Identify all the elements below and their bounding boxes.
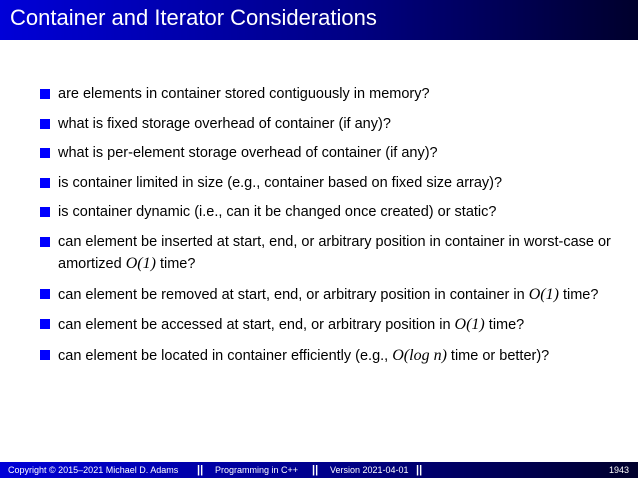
list-item [40, 114, 630, 135]
list-item [40, 84, 630, 105]
list-item [40, 345, 630, 367]
footer-copyright: Copyright © 2015–2021 Michael D. Adams [8, 465, 179, 475]
square-bullet-icon [40, 289, 50, 299]
footer-course: Programming in C++ [215, 465, 299, 475]
list-item [40, 284, 630, 306]
item-text: what is per-element storage overhead of container (if any)? [58, 145, 438, 162]
title-bar [0, 0, 638, 40]
footer-separator: || [197, 464, 204, 476]
list-item [40, 314, 630, 336]
item-text: can element be inserted at start, end, or arbitrary position in container in worst-case or amortized [58, 233, 611, 272]
item-text: is container dynamic (i.e., can it be changed once created) or static? [58, 204, 497, 221]
item-text: can element be located in container efficiently (e.g., [58, 347, 393, 364]
footer-page-number: 1943 [609, 465, 630, 475]
math-expression: O(1) [454, 316, 485, 334]
footer-separator: || [312, 464, 319, 476]
list-item [40, 232, 630, 275]
item-text-tail: time? [484, 317, 525, 334]
square-bullet-icon [40, 207, 50, 217]
math-expression: O(1) [528, 285, 559, 303]
slide-title: Container and Iterator Considerations [10, 5, 377, 30]
item-text: what is fixed storage overhead of container (if any)? [58, 115, 391, 132]
footer-version: Version 2021-04-01 [330, 465, 409, 475]
item-text: is container limited in size (e.g., container based on fixed size array)? [58, 174, 503, 191]
item-text-tail: time or better)? [446, 347, 550, 364]
square-bullet-icon [40, 319, 50, 329]
item-text: can element be removed at start, end, or arbitrary position in container in [58, 286, 529, 303]
square-bullet-icon [40, 178, 50, 188]
math-expression: O(1) [125, 254, 156, 272]
item-text: are elements in container stored contiguously in memory? [58, 86, 430, 102]
square-bullet-icon [40, 89, 50, 99]
item-text: can element be accessed at start, end, or arbitrary position in [58, 317, 455, 334]
bullet-list [40, 84, 630, 375]
footer-separator: || [416, 464, 423, 476]
item-text-tail: time? [558, 286, 599, 303]
square-bullet-icon [40, 119, 50, 129]
math-expression: O(log n) [392, 346, 447, 364]
list-item [40, 202, 630, 223]
square-bullet-icon [40, 350, 50, 360]
item-text-tail: time? [155, 255, 196, 272]
square-bullet-icon [40, 148, 50, 158]
footer-bar [0, 462, 638, 478]
list-item [40, 173, 630, 194]
list-item [40, 143, 630, 164]
square-bullet-icon [40, 237, 50, 247]
